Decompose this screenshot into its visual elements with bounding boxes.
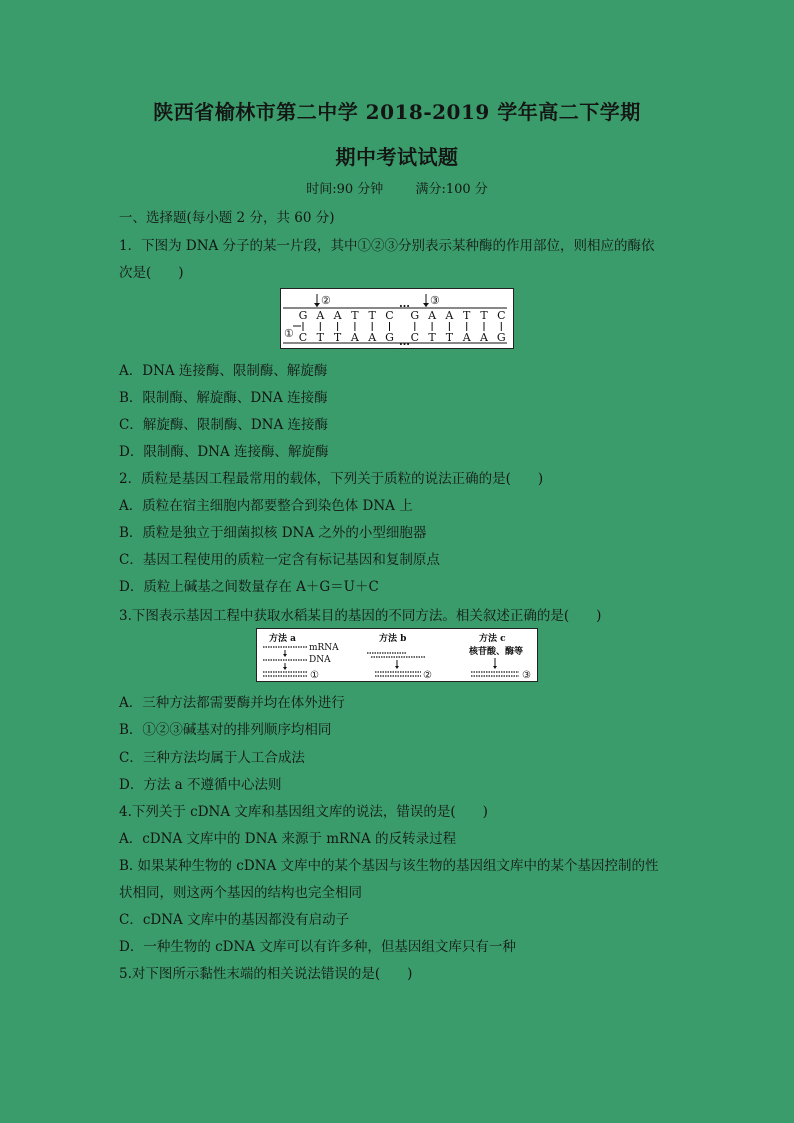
exam-meta [0, 178, 794, 197]
q2-option-c: C．基因工程使用的质粒一定含有标记基因和复制原点 [119, 552, 440, 568]
bottom-base: T [316, 331, 324, 344]
result-a-label: ① [310, 670, 319, 681]
q3-option-a: A．三种方法都需要酶并均在体外进行 [119, 695, 345, 711]
q1-option-b: B．限制酶、解旋酶、DNA 连接酶 [119, 390, 328, 406]
dots-top: … [399, 297, 410, 310]
result-b-label: ② [423, 670, 432, 681]
q1-stem-cont: 次是( ) [119, 265, 184, 281]
result-c-label: ③ [522, 670, 531, 681]
top-base: G [298, 309, 308, 322]
exam-title-line2: 期中考试试题 [335, 145, 459, 169]
q2-option-a: A．质粒在宿主细胞内都要整合到染色体 DNA 上 [119, 498, 413, 514]
q2-option-d: D．质粒上碱基之间数量存在 A＋G＝U＋C [119, 579, 379, 595]
top-base: A [333, 309, 342, 322]
mrna-label: mRNA [309, 643, 339, 653]
top-base: T [480, 309, 488, 322]
method-c-label: 方法 c [479, 634, 506, 644]
top-base: T [463, 309, 471, 322]
dots-bottom: … [399, 335, 410, 348]
method-b-label: 方法 b [379, 634, 407, 644]
exam-time: 时间:90 分钟 [306, 182, 384, 197]
reagents-label: 核苷酸、酶等 [469, 647, 524, 657]
q4-option-b: B. 如果某种生物的 cDNA 文库中的某个基因与该生物的基因组文库中的某个基因控制的性 [119, 858, 659, 874]
bottom-base: A [368, 331, 377, 344]
exam-title-line1: 陕西省榆林市第二中学 2018-2019 学年高二下学期 [153, 100, 641, 124]
q3-option-c: C．三种方法均属于人工合成法 [119, 750, 305, 766]
label-2: ② [321, 294, 331, 307]
q1-option-c: C．解旋酶、限制酶、DNA 连接酶 [119, 417, 329, 433]
q5-stem: 5.对下图所示黏性末端的相关说法错误的是( ) [119, 966, 413, 982]
bottom-base: C [298, 331, 308, 344]
q3-option-b: B．①②③碱基对的排列顺序均相同 [119, 722, 332, 738]
bottom-base: A [462, 331, 471, 344]
q3-option-d: D．方法 a 不遵循中心法则 [119, 777, 282, 793]
bottom-base: G [496, 331, 506, 344]
top-base: C [385, 309, 394, 322]
q4-option-a: A．cDNA 文库中的 DNA 来源于 mRNA 的反转录过程 [119, 831, 457, 847]
q4-option-b-cont: 状相同，则这两个基因的结构也完全相同 [119, 885, 362, 901]
q2-option-b: B．质粒是独立于细菌拟核 DNA 之外的小型细胞器 [119, 525, 427, 541]
exam-score: 满分:100 分 [415, 182, 488, 197]
q2-stem: 2．质粒是基因工程最常用的载体，下列关于质粒的说法正确的是( ) [119, 471, 544, 487]
q1-option-d: D．限制酶、DNA 连接酶、解旋酶 [119, 444, 329, 460]
q3-method-figure [256, 628, 538, 682]
bottom-base: A [350, 331, 359, 344]
bottom-base: T [428, 331, 436, 344]
top-base: C [497, 309, 506, 322]
bottom-base: G [385, 331, 394, 344]
q1-dna-figure [280, 288, 514, 349]
cut-arrow-2-head [314, 303, 320, 307]
q4-stem: 4.下列关于 cDNA 文库和基因组文库的说法，错误的是( ) [119, 804, 488, 820]
top-base: T [368, 309, 376, 322]
top-base: G [410, 309, 420, 322]
label-3: ③ [430, 294, 440, 307]
top-base: A [316, 309, 325, 322]
top-base: T [351, 309, 359, 322]
cut-arrow-3-head [423, 303, 429, 307]
q4-option-c: C．cDNA 文库中的基因都没有启动子 [119, 912, 350, 928]
q4-option-d: D．一种生物的 cDNA 文库可以有许多种，但基因组文库只有一种 [119, 939, 516, 955]
bottom-base: T [333, 331, 342, 344]
label-1: ① [284, 327, 294, 340]
bottom-base: A [480, 331, 488, 344]
q1-option-a: A．DNA 连接酶、限制酶、解旋酶 [119, 363, 328, 379]
q3-stem: 3.下图表示基因工程中获取水稻某目的基因的不同方法。相关叙述正确的是( ) [119, 608, 602, 624]
method-a-label: 方法 a [269, 634, 296, 644]
top-base: A [428, 309, 437, 322]
dna-label: DNA [309, 655, 331, 665]
q1-stem: 1．下图为 DNA 分子的某一片段，其中①②③分别表示某种酶的作用部位，则相应的酶依 [119, 238, 655, 254]
bottom-base: T [445, 331, 454, 344]
bottom-base: C [410, 331, 420, 344]
section-heading: 一、选择题(每小题 2 分，共 60 分) [119, 210, 335, 226]
top-base: A [445, 309, 454, 322]
